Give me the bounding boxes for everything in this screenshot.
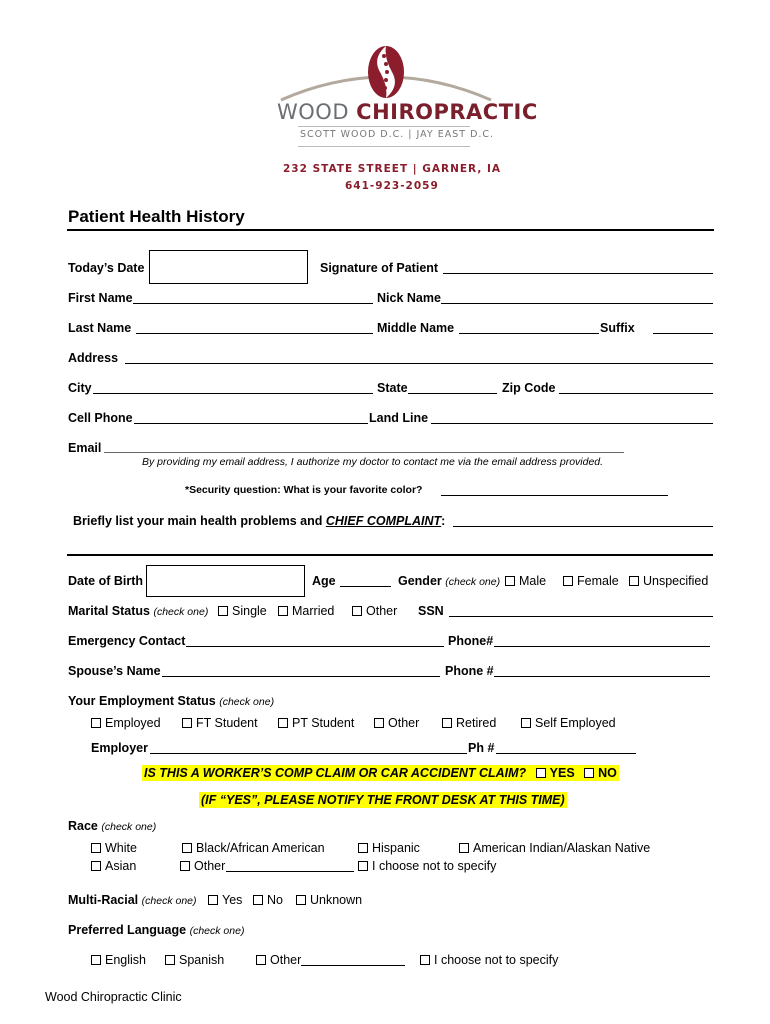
security-answer-field[interactable] [441,495,668,496]
language-no-specify-option[interactable]: I choose not to specify [420,953,558,967]
gender-label: Gender (check one) [398,574,501,588]
ssn-label: SSN [418,604,444,618]
cell-phone-label: Cell Phone [68,411,133,425]
checkbox-icon[interactable] [278,718,288,728]
checkbox-icon[interactable] [629,576,639,586]
language-other-field[interactable] [301,965,405,966]
multi-racial-unknown-option[interactable]: Unknown [296,893,362,907]
multi-racial-no-option[interactable]: No [253,893,283,907]
race-black-option[interactable]: Black/African American [182,841,325,855]
preferred-language-label: Preferred Language (check one) [68,923,245,937]
language-spanish-option[interactable]: Spanish [165,953,224,967]
employment-status-label: Your Employment Status (check one) [68,694,275,708]
checkbox-icon[interactable] [91,861,101,871]
emergency-phone-label: Phone# [448,634,494,648]
employment-employed-option[interactable]: Employed [91,716,161,730]
complaint-field[interactable] [453,526,713,527]
spouse-name-field[interactable] [162,676,440,677]
checkbox-icon[interactable] [352,606,362,616]
logo-doctors: SCOTT WOOD D.C. | JAY EAST D.C. [300,129,495,140]
ssn-field[interactable] [449,616,713,617]
nick-name-field[interactable] [441,303,713,304]
emergency-phone-field[interactable] [494,646,710,647]
claim-note: (IF “YES”, PLEASE NOTIFY THE FRONT DESK AT THIS TIME) [201,793,565,807]
language-other-option[interactable]: Other [256,953,301,967]
title-rule [67,229,714,231]
language-english-option[interactable]: English [91,953,146,967]
spine-logo-icon [276,44,496,102]
land-line-label: Land Line [369,411,429,425]
security-question: *Security question: What is your favorite color? [185,484,423,496]
race-hispanic-option[interactable]: Hispanic [358,841,420,855]
checkbox-icon[interactable] [165,955,175,965]
page-title: Patient Health History [68,207,245,226]
footer-clinic-name: Wood Chiropractic Clinic [45,990,182,1004]
first-name-label: First Name [68,291,133,305]
checkbox-icon[interactable] [442,718,452,728]
checkbox-icon[interactable] [296,895,306,905]
marital-married-option[interactable]: Married [278,604,334,618]
logo-rule [298,126,470,127]
checkbox-icon[interactable] [459,843,469,853]
email-consent-note: By providing my email address, I authorize my doctor to contact me via the email address provided. [142,456,604,468]
employment-retired-option[interactable]: Retired [442,716,496,730]
checkbox-icon[interactable] [374,718,384,728]
city-label: City [68,381,92,395]
employment-other-option[interactable]: Other [374,716,419,730]
race-white-option[interactable]: White [91,841,137,855]
signature-label: Signature of Patient [320,261,439,275]
checkbox-icon[interactable] [91,955,101,965]
emergency-contact-field[interactable] [186,646,444,647]
checkbox-icon[interactable] [182,718,192,728]
marital-status-label: Marital Status (check one) [68,604,209,618]
age-field[interactable] [340,586,391,587]
todays-date-label: Today’s Date [68,261,145,275]
spouse-name-label: Spouse’s Name [68,664,161,678]
logo-name-wood: WOOD [277,100,357,124]
age-label: Age [312,574,336,588]
complaint-label: Briefly list your main health problems and CHIEF COMPLAINT: [73,514,446,528]
checkbox-icon[interactable] [218,606,228,616]
checkbox-icon[interactable] [256,955,266,965]
suffix-label: Suffix [600,321,635,335]
race-no-specify-option[interactable]: I choose not to specify [358,859,496,873]
suffix-field[interactable] [653,333,713,334]
cell-phone-field[interactable] [134,423,368,424]
address-label: Address [68,351,119,365]
address-field[interactable] [125,363,713,364]
emergency-contact-label: Emergency Contact [68,634,186,648]
state-label: State [377,381,408,395]
checkbox-icon[interactable] [358,843,368,853]
marital-single-option[interactable]: Single [218,604,267,618]
checkbox-icon[interactable] [180,861,190,871]
dob-field[interactable] [146,565,305,597]
checkbox-icon[interactable] [253,895,263,905]
checkbox-icon[interactable] [563,576,573,586]
state-field[interactable] [408,393,497,394]
race-native-option[interactable]: American Indian/Alaskan Native [459,841,650,855]
spouse-phone-label: Phone # [445,664,494,678]
checkbox-icon[interactable] [91,718,101,728]
land-line-field[interactable] [431,423,713,424]
multi-racial-yes-option[interactable]: Yes [208,893,242,907]
checkbox-icon[interactable] [278,606,288,616]
nick-name-label: Nick Name [377,291,441,305]
logo-rule [298,146,470,147]
zip-label: Zip Code [502,381,556,395]
multi-racial-label: Multi-Racial (check one) [68,893,197,907]
checkbox-icon[interactable] [536,768,546,778]
logo-phone: 641-923-2059 [345,180,439,192]
checkbox-icon[interactable] [505,576,515,586]
race-other-option[interactable]: Other [180,859,225,873]
zip-field[interactable] [559,393,713,394]
logo-address: 232 STATE STREET | GARNER, IA [283,163,501,175]
marital-other-option[interactable]: Other [352,604,397,618]
signature-field[interactable] [443,273,713,274]
last-name-label: Last Name [68,321,132,335]
email-field[interactable] [104,452,624,453]
checkbox-icon[interactable] [91,843,101,853]
gender-unspecified-option[interactable]: Unspecified [629,574,708,588]
first-name-field[interactable] [133,303,373,304]
employer-field[interactable] [150,753,467,754]
employer-phone-field[interactable] [496,753,636,754]
checkbox-icon[interactable] [208,895,218,905]
checkbox-icon[interactable] [420,955,430,965]
checkbox-icon[interactable] [182,843,192,853]
gender-male-option[interactable]: Male [505,574,546,588]
email-label: Email [68,441,102,455]
employment-ft-student-option[interactable]: FT Student [182,716,258,730]
last-name-field[interactable] [136,333,373,334]
race-label: Race (check one) [68,819,157,833]
todays-date-field[interactable] [149,250,308,284]
claim-question: IS THIS A WORKER’S COMP CLAIM OR CAR ACCIDENT CLAIM? YES NO [144,766,617,780]
race-asian-option[interactable]: Asian [91,859,136,873]
gender-female-option[interactable]: Female [563,574,619,588]
middle-name-label: Middle Name [377,321,455,335]
employment-pt-student-option[interactable]: PT Student [278,716,354,730]
checkbox-icon[interactable] [584,768,594,778]
employer-phone-label: Ph # [468,741,495,755]
logo-name-chiropractic: CHIROPRACTIC [356,100,538,124]
dob-label: Date of Birth [68,574,143,588]
checkbox-icon[interactable] [358,861,368,871]
employer-label: Employer [91,741,148,755]
employment-self-employed-option[interactable]: Self Employed [521,716,616,730]
spouse-phone-field[interactable] [494,676,710,677]
claim-yes-option[interactable]: YES [536,766,575,780]
checkbox-icon[interactable] [521,718,531,728]
complaint-field-line2[interactable] [67,554,713,556]
city-field[interactable] [93,393,373,394]
claim-no-option[interactable]: NO [584,766,617,780]
race-other-field[interactable] [226,871,354,872]
middle-name-field[interactable] [459,333,599,334]
